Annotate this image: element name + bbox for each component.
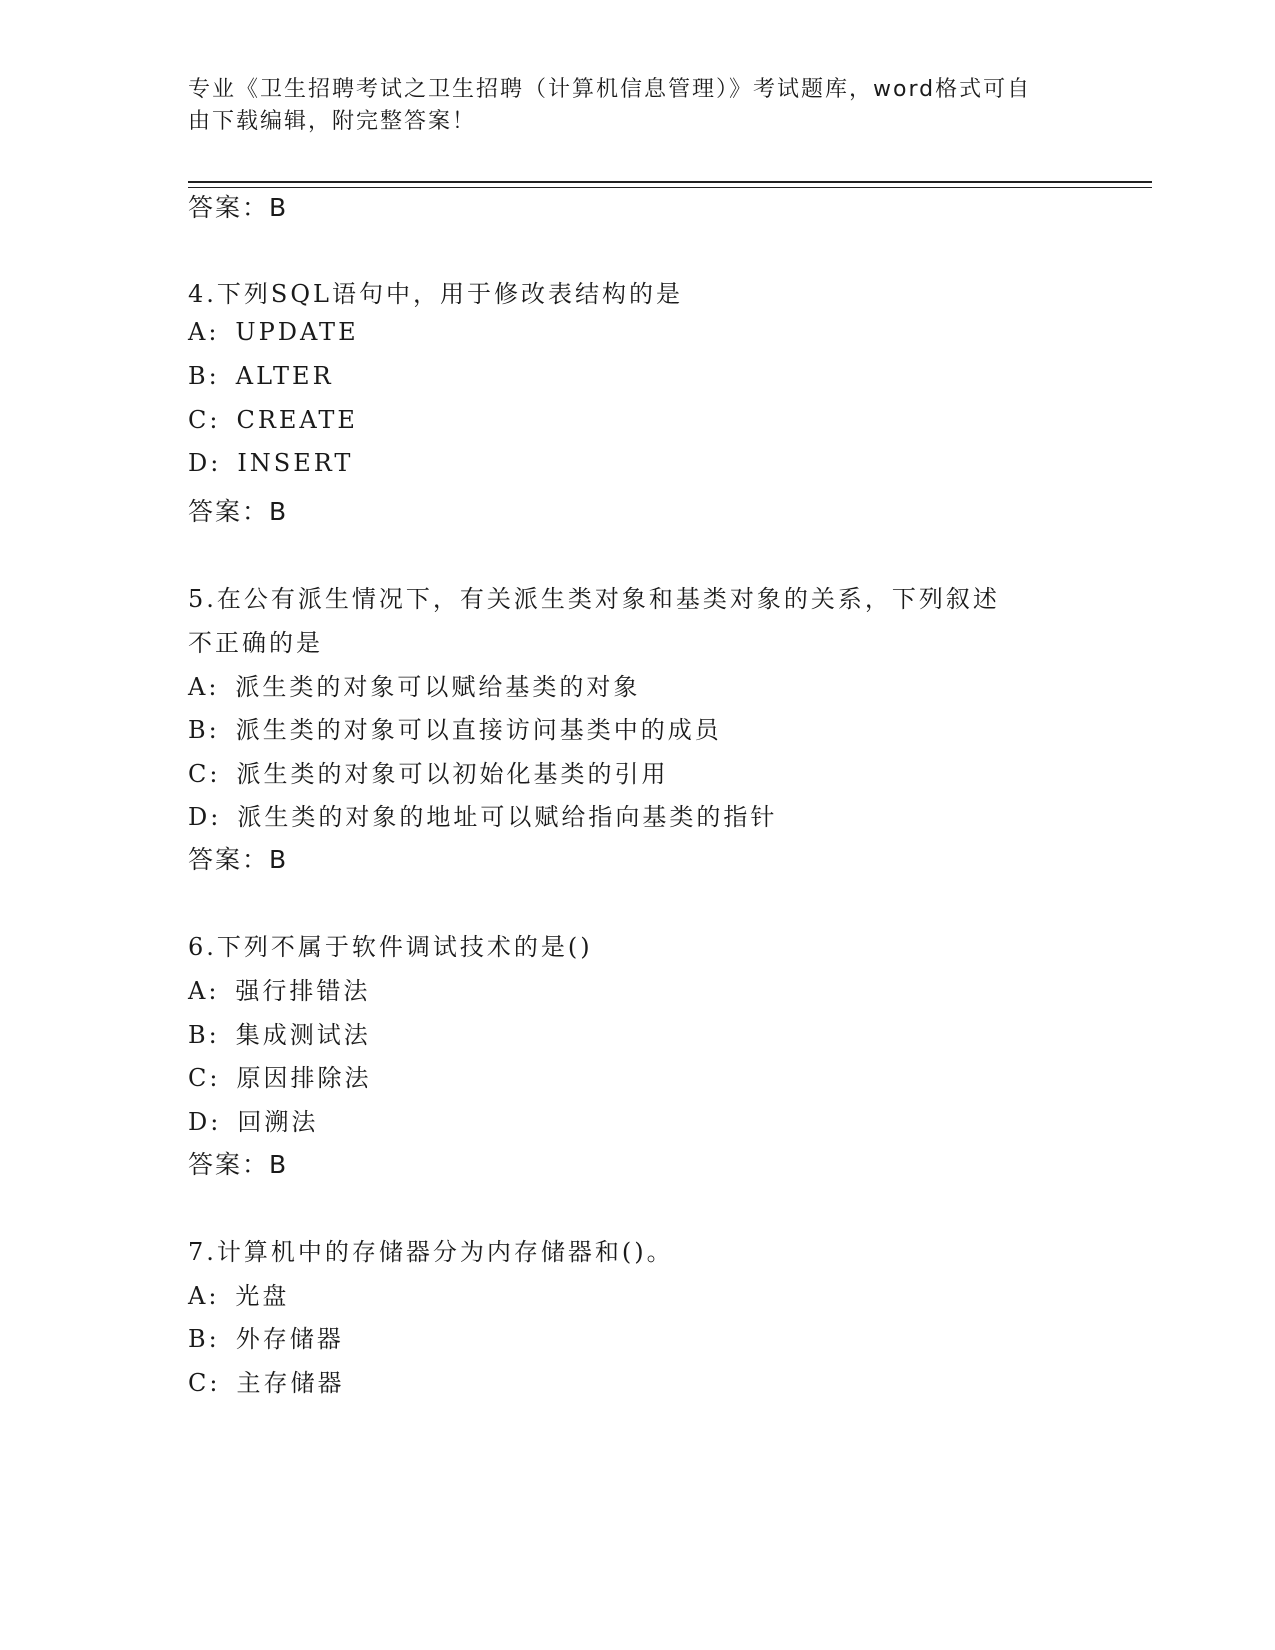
option-text: 原因排除法 [236, 1064, 372, 1092]
option-a [188, 1276, 289, 1311]
option-key: B: [188, 716, 220, 744]
option-d [188, 797, 777, 832]
option-key: D: [188, 1108, 222, 1136]
option-text: 回溯法 [237, 1108, 319, 1136]
option-text: 派生类的对象的地址可以赋给指向基类的指针 [237, 803, 778, 831]
option-text: 强行排错法 [235, 977, 371, 1005]
option-b [188, 1319, 344, 1354]
option-b [188, 710, 722, 745]
option-key: D: [188, 449, 222, 477]
option-d [188, 449, 353, 477]
option-key: B: [188, 362, 220, 390]
option-b [188, 362, 334, 390]
option-c [188, 1058, 371, 1093]
option-text: 集成测试法 [235, 1021, 371, 1049]
question-stem: 7.计算机中的存储器分为内存储器和()。 [188, 1238, 674, 1266]
answer-line: 答案：B [188, 497, 289, 526]
option-c [188, 754, 668, 789]
option-key: A: [188, 673, 220, 701]
option-text: ALTER [235, 362, 334, 390]
option-c [188, 406, 358, 434]
option-c [188, 1363, 344, 1398]
option-key: B: [188, 1021, 220, 1049]
header-line-2: 由下载编辑，附完整答案！ [188, 109, 477, 134]
option-text: 主存储器 [236, 1369, 345, 1397]
header-divider-thin [188, 187, 1152, 188]
option-key: C: [188, 1369, 221, 1397]
option-text: 派生类的对象可以直接访问基类中的成员 [235, 716, 722, 744]
option-text: UPDATE [235, 318, 359, 346]
question-stem-continued: 不正确的是 [188, 629, 323, 657]
option-key: A: [188, 318, 220, 346]
option-text: 派生类的对象可以赋给基类的对象 [235, 673, 641, 701]
option-b [188, 1015, 371, 1050]
option-key: C: [188, 1064, 221, 1092]
option-text: 光盘 [235, 1282, 290, 1310]
option-key: B: [188, 1325, 220, 1353]
option-text: INSERT [237, 449, 354, 477]
option-a [188, 971, 370, 1006]
option-a [188, 318, 359, 346]
option-text: 派生类的对象可以初始化基类的引用 [236, 760, 669, 788]
option-key: C: [188, 760, 221, 788]
option-key: A: [188, 1282, 220, 1310]
answer-line: 答案：B [188, 193, 289, 222]
answer-line: 答案：B [188, 1150, 289, 1179]
header-divider-thick [188, 181, 1152, 183]
question-stem: 6.下列不属于软件调试技术的是() [188, 933, 593, 961]
option-text: CREATE [236, 406, 358, 434]
document-header [188, 74, 1078, 138]
option-text: 外存储器 [235, 1325, 344, 1353]
header-line-1: 专业《卫生招聘考试之卫生招聘（计算机信息管理）》考试题库，word格式可自 [188, 77, 1032, 102]
option-d [188, 1102, 318, 1137]
question-stem: 4.下列SQL语句中，用于修改表结构的是 [188, 280, 683, 308]
option-a [188, 667, 640, 702]
option-key: C: [188, 406, 221, 434]
option-key: A: [188, 977, 220, 1005]
question-stem: 5.在公有派生情况下，有关派生类对象和基类对象的关系，下列叙述 [188, 585, 1000, 613]
option-key: D: [188, 803, 222, 831]
answer-line: 答案：B [188, 845, 289, 874]
